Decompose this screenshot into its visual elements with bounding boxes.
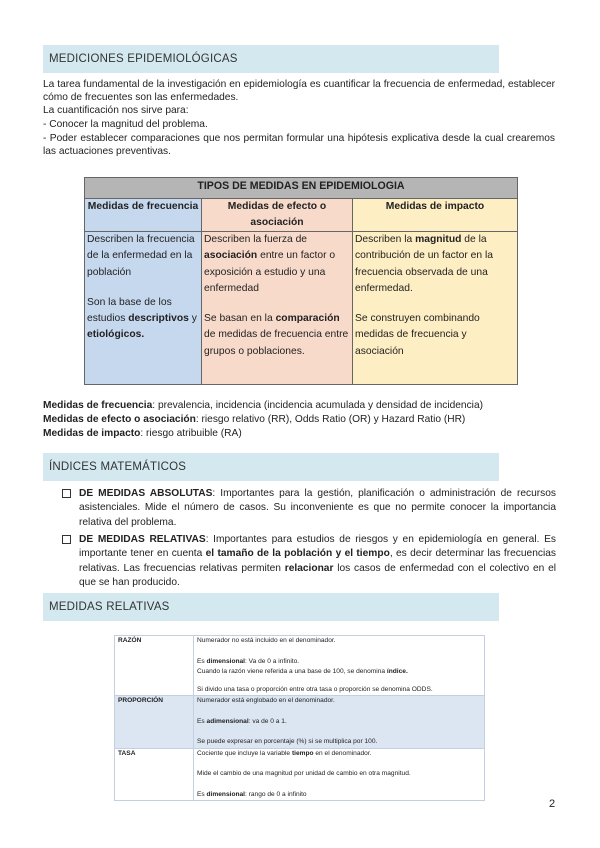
row-tasa (115, 748, 485, 801)
row-razon (115, 636, 485, 696)
cell-impacto (353, 232, 518, 385)
asociacion-base: Se basan en la comparación de medidas de frecuencia entre grupos o poblaciones. (204, 313, 349, 357)
frecuencia-base: Son la base de los estudios descriptivos y etiológicos. (87, 296, 197, 341)
table-title: TIPOS DE MEDIDAS EN EPIDEMIOLOGIA (85, 178, 518, 199)
section-header-mediciones: MEDICIONES EPIDEMIOLÓGICAS (43, 45, 499, 73)
measures-types-table (84, 177, 518, 385)
header-frecuencia: Medidas de frecuencia (85, 199, 202, 232)
asociacion-desc: Describen la fuerza de asociación entre un factor o exposición a estudio y una enfermedad (204, 234, 336, 294)
value-proporcion: Numerador está englobado en el denominador. Es adimensional: va de 0 a 1. Se puede expresar en porcentaje (%) si se multiplica por 100. (194, 696, 485, 749)
def-asociacion: Medidas de efecto o asociación: riesgo relativo (RR), Odds Ratio (OR) y Hazard Ratio (HR) (43, 414, 466, 425)
cell-asociacion (202, 232, 353, 385)
use-item-1: - Conocer la magnitud del problema. (43, 119, 208, 130)
key-tasa: TASA (115, 748, 194, 801)
key-proporcion: PROPORCIÓN (115, 696, 194, 749)
value-razon: Numerador no está incluido en el denominador. Es dimensional: Va de 0 a infinito. Cuando la razón viene referida a una base de 100, se denomina índice. Si divido una tasa o proporción entre otra tasa o proporción se denomina ODDS. (194, 636, 485, 696)
impacto-base: Se construyen combinando medidas de frecuencia y asociación (355, 313, 480, 357)
checkbox-icon (62, 535, 71, 544)
frecuencia-desc: Describen la frecuencia de la enfermedad en la población (87, 234, 195, 278)
measures-definitions (43, 399, 483, 441)
section-header-indices: ÍNDICES MATEMÁTICOS (43, 453, 499, 481)
row-proporcion (115, 696, 485, 749)
use-item-2: - Poder establecer comparaciones que nos permitan formular una hipótesis explicativa desde la cual crearemos las actuaciones preventivas. (43, 133, 555, 157)
uses-intro: La cuantificación nos sirve para: (43, 105, 189, 116)
list-item-absolutas: DE MEDIDAS ABSOLUTAS: Importantes para la gestión, planificación o administración de recursos asistenciales. Mide el número de casos. Su inconveniente es que no permite conocer la importancia relativa del problema. (62, 487, 556, 530)
section-header-medidas-relativas: MEDIDAS RELATIVAS (43, 593, 499, 621)
def-impacto: Medidas de impacto: riesgo atribuible (RA) (43, 428, 242, 439)
header-impacto: Medidas de impacto (353, 199, 518, 232)
value-tasa: Cociente que incluye la variable tiempo en el denominador. Mide el cambio de una magnitud por unidad de cambio en otra magnitud. Es dimensional: rango de 0 a infinito (194, 748, 485, 801)
intro-paragraph: La tarea fundamental de la investigación en epidemiología es cuantificar la frecuencia de enfermedad, establecer cómo de frecuentes son las enfermedades. (43, 79, 555, 103)
relative-measures-table (114, 635, 485, 801)
impacto-desc: Describen la magnitud de la contribución de un factor en la frecuencia observada de una enfermedad. (355, 234, 493, 294)
cell-frecuencia (85, 232, 202, 385)
def-frecuencia: Medidas de frecuencia: prevalencia, incidencia (incidencia acumulada y densidad de incidencia) (43, 400, 484, 411)
header-asociacion: Medidas de efecto o asociación (202, 199, 353, 232)
checkbox-icon (62, 489, 71, 498)
page-number: 2 (549, 798, 556, 810)
key-razon: RAZÓN (115, 636, 194, 696)
list-item-relativas: DE MEDIDAS RELATIVAS: Importantes para estudios de riesgos y en epidemiología en general. Es importante tener en cuenta el tamaño de la población y el tiempo, es decir determinar las frecuencias relativas. Las frecuencias relativas permiten relacionar los casos de enfermedad con el colectivo en el que se han producido. (62, 533, 556, 590)
